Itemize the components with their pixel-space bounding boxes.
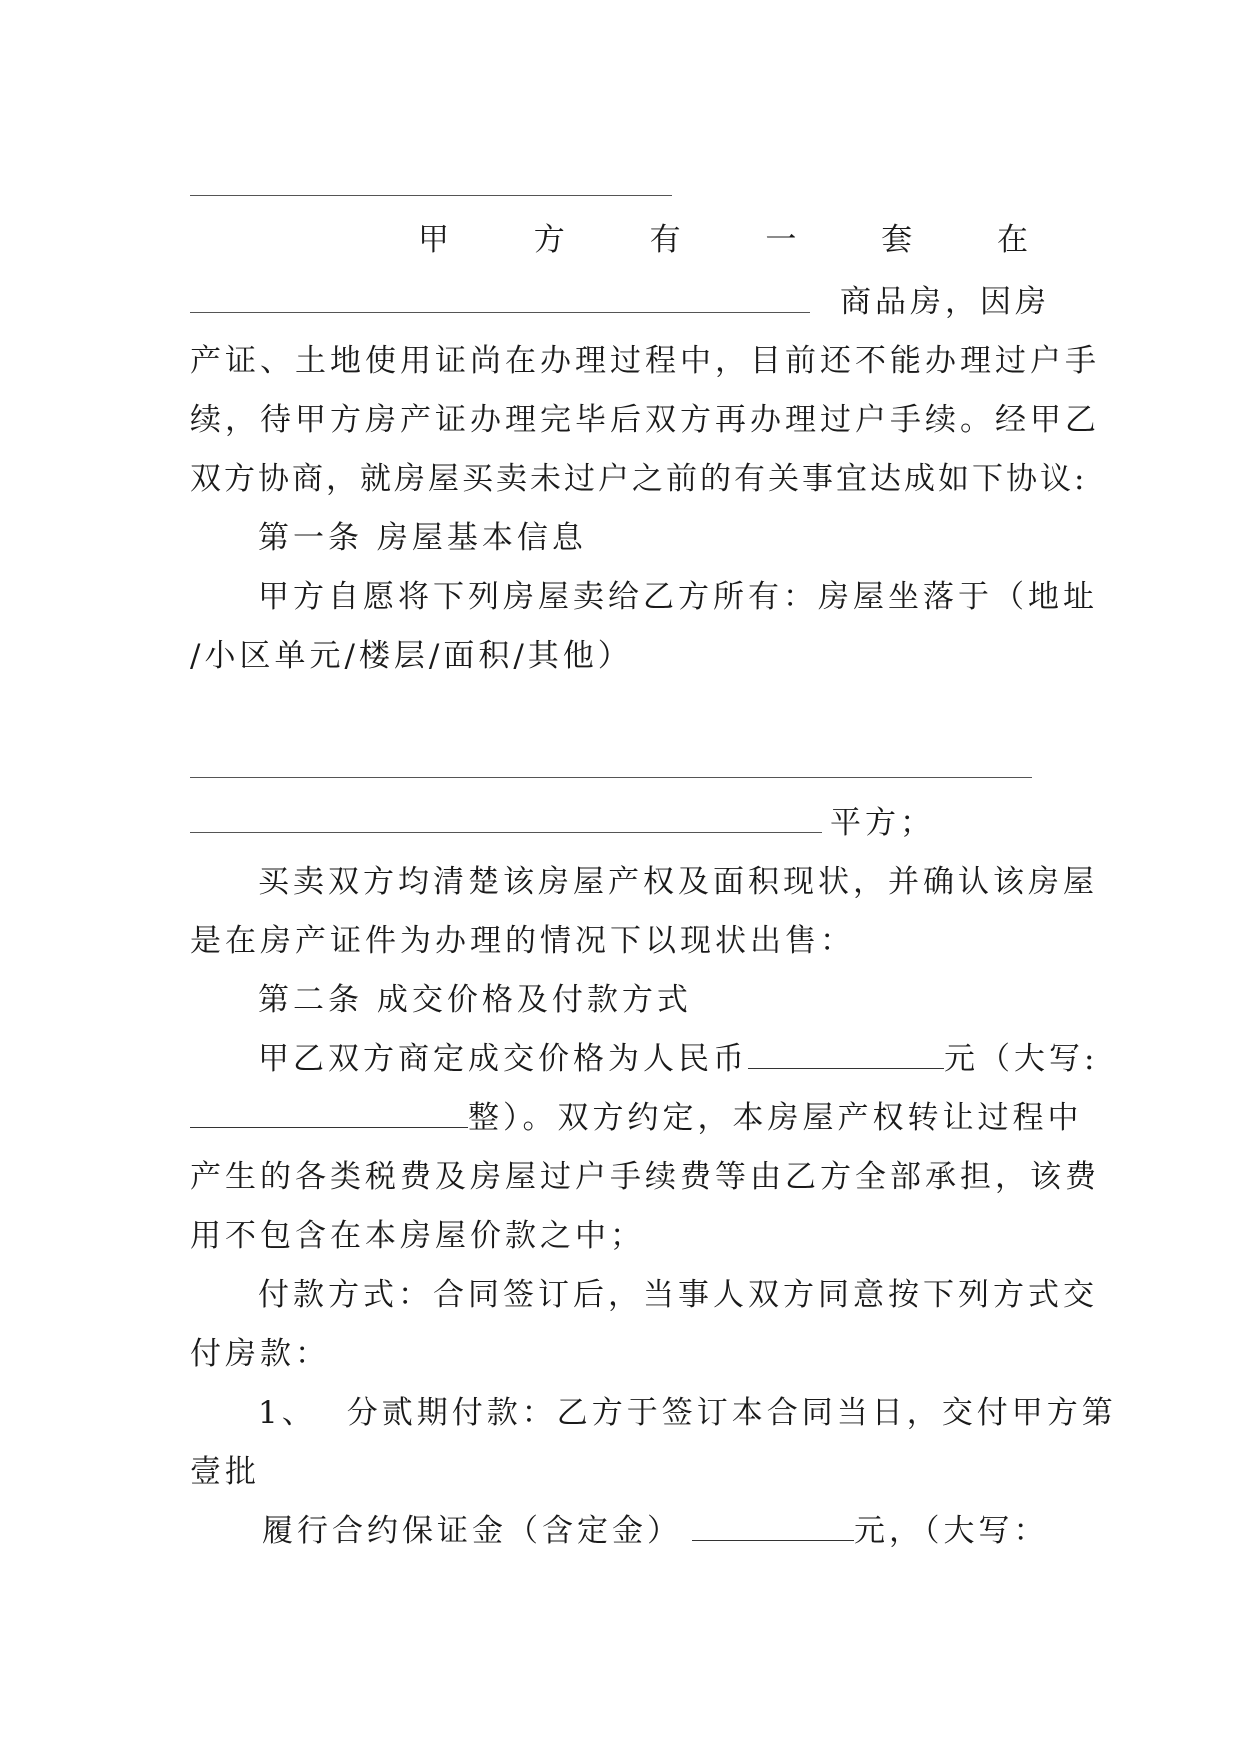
intro-word: 有 [649,222,685,258]
address-detail-blank-line [190,777,1032,778]
intro-word: 方 [533,222,569,258]
price-line2-suffix: 整）。双方约定，本房屋产权转让过程中 [468,1100,1083,1136]
article1-title: 第一条 房屋基本信息 [258,520,587,556]
price-line2 [190,1098,1083,1138]
deposit-line [262,1511,1054,1551]
intro-word: 套 [881,222,917,258]
article1-line1: 甲方自愿将下列房屋卖给乙方所有：房屋坐落于（地址 [258,579,1098,615]
intro-word: 在 [996,222,1032,258]
article1-line2: /小区单元/楼层/面积/其他） [190,638,633,674]
price-line4: 用不包含在本房屋价款之中； [190,1218,645,1254]
price-line1 [258,1039,1099,1079]
status-line1: 买卖双方均清楚该房屋产权及面积现状，并确认该房屋 [258,864,1098,900]
intro-word: 一 [765,222,801,258]
address-blank-line [190,312,810,313]
deposit-amount-blank [692,1514,854,1541]
payment-line2: 付房款： [190,1336,330,1372]
deposit-prefix: 履行合约保证金（含定金） [262,1513,682,1549]
item1-number: 1、 [258,1395,317,1431]
article2-title: 第二条 成交价格及付款方式 [258,982,692,1018]
intro-word: 甲 [418,222,453,258]
price-line3: 产生的各类税费及房屋过户手续费等由乙方全部承担，该费 [190,1159,1100,1195]
item1-text: 分贰期付款：乙方于签订本合同当日，交付甲方第 [346,1395,1117,1431]
para1-line3: 续，待甲方房产证办理完毕后双方再办理过户手续。经甲乙 [190,402,1100,438]
price-suffix: 元（大写: [944,1041,1099,1077]
status-line2: 是在房产证件为办理的情况下以现状出售： [190,923,855,959]
price-prefix: 甲乙双方商定成交价格为人民币 [258,1041,748,1077]
intro-spaced-line [418,220,1032,260]
area-suffix: 平方； [830,805,935,841]
price-amount-blank [748,1042,944,1069]
deposit-suffix: 元，（大写： [854,1513,1049,1549]
item1-line2: 壹批 [190,1454,260,1490]
para1-line2: 产证、土地使用证尚在办理过程中，目前还不能办理过户手 [190,343,1100,379]
area-blank-line [190,832,822,833]
intro-after-blank-text: 商品房，因房 [840,284,1050,320]
top-blank-line [190,195,672,196]
item1-line1 [258,1393,1117,1433]
payment-line1: 付款方式：合同签订后，当事人双方同意按下列方式交 [258,1277,1098,1313]
para1-line4: 双方协商，就房屋买卖未过户之前的有关事宜达成如下协议: [190,461,1088,497]
intro-after-blank [816,282,1050,322]
price-uppercase-blank [190,1101,468,1128]
